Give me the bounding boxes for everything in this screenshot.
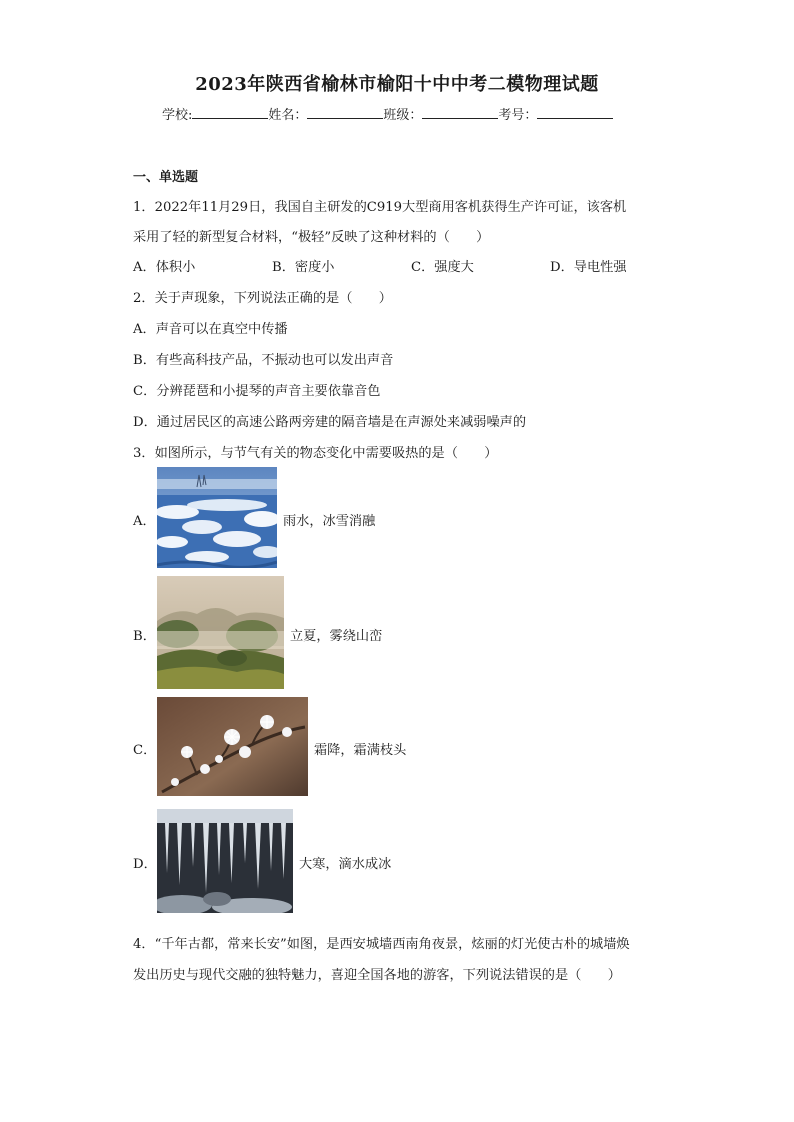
q3-option-d-letter: D． [133,857,157,872]
q2-option-a: A．声音可以在真空中传播 [133,322,288,337]
q3-option-b-letter: B． [133,629,156,644]
student-info-row [162,104,613,123]
school-label: 学校: [162,108,193,123]
name-label: 姓名： [268,108,308,123]
frosted-branch-photo-icon [157,697,308,796]
q1-option-a: A．体积小 [133,260,196,275]
q4-stem-line2: 发出历史与现代交融的独特魅力，喜迎全国各地的游客，下列说法错误的是（ ） [133,968,621,983]
name-blank [307,106,383,119]
school-blank [192,106,268,119]
section-heading: 一、单选题 [133,170,199,185]
q1-option-b: B．密度小 [272,260,335,275]
class-label: 班级： [383,108,423,123]
q2-option-c: C．分辨琵琶和小提琴的声音主要依靠音色 [133,384,381,399]
number-label: 考号： [498,108,538,123]
q3-option-c-letter: C． [133,743,157,758]
q3-stem: 3．如图所示，与节气有关的物态变化中需要吸热的是（ ） [133,446,498,461]
q2-option-b: B．有些高科技产品，不振动也可以发出声音 [133,353,394,368]
q2-option-d: D．通过居民区的高速公路两旁建的隔音墙是在声源处来减弱噪声的 [133,415,527,430]
q1-stem-line2: 采用了轻的新型复合材料，“极轻”反映了这种材料的（ ） [133,230,490,245]
q1-option-d: D．导电性强 [550,260,627,275]
q3-option-d-caption: 大寒，滴水成冰 [299,857,392,872]
q3-option-a-letter: A． [133,514,156,529]
icicles-photo-icon [157,809,293,913]
snowy-river-photo-icon [157,467,277,568]
q3-option-b-caption: 立夏，雾绕山峦 [290,629,383,644]
q1-stem-line1: 1．2022年11月29日，我国自主研发的C919大型商用客机获得生产许可证，该客机 [133,200,627,215]
q4-stem-line1: 4．“千年古都，常来长安”如图，是西安城墙西南角夜景，炫丽的灯光使古朴的城墙焕 [133,937,630,952]
q3-option-a-caption: 雨水，冰雪消融 [283,514,376,529]
q2-stem: 2．关于声现象，下列说法正确的是（ ） [133,291,392,306]
number-blank [537,106,613,119]
class-blank [422,106,498,119]
q3-option-c-caption: 霜降，霜满枝头 [314,743,407,758]
exam-title: 2023年陕西省榆林市榆阳十中中考二模物理试题 [195,74,599,95]
misty-hills-photo-icon [157,576,284,689]
q1-option-c: C．强度大 [411,260,474,275]
